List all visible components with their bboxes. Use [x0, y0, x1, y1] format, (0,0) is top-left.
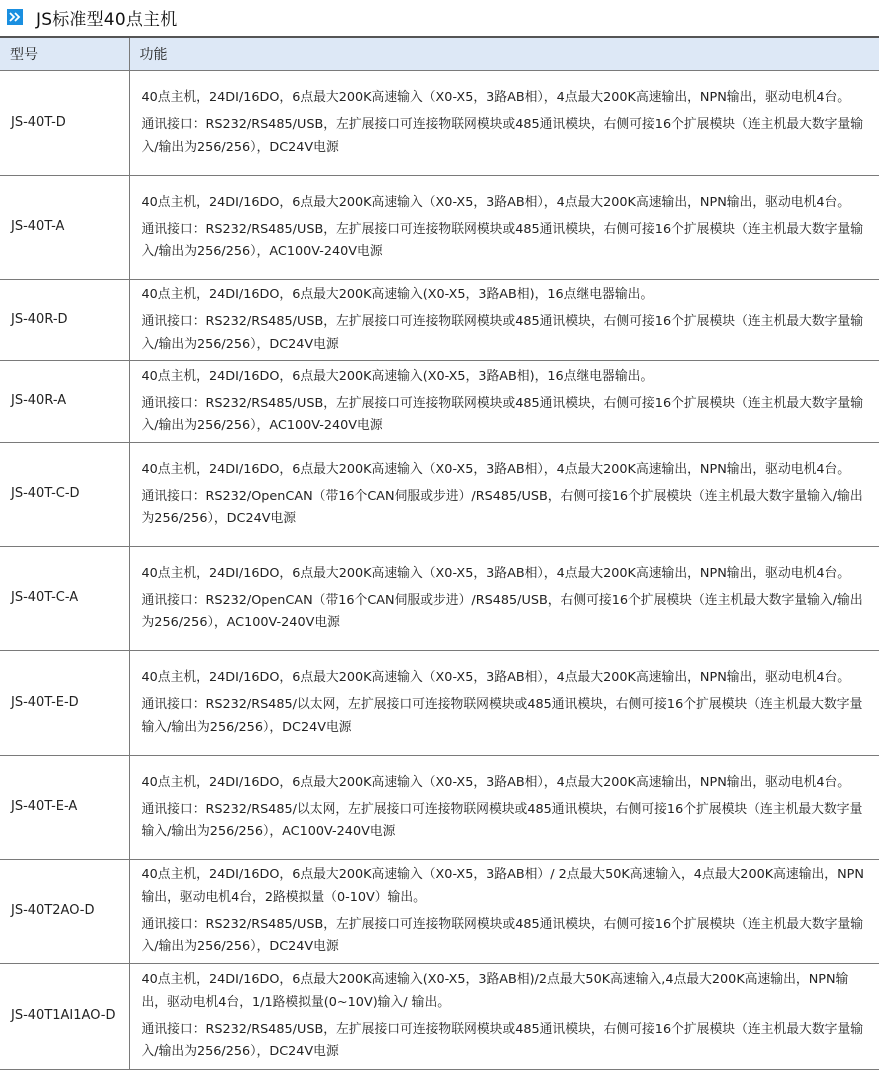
model-cell: JS-40R-A: [0, 361, 129, 443]
function-spec-line: 40点主机，24DI/16DO，6点最大200K高速输入(X0-X5，3路AB相)/2点最大50K高速输入,4点最大200K高速输出，NPN输出，驱动电机4台，1/1路模拟量(0~10V)输入/ 输出。: [141, 972, 849, 1010]
function-spec-line: 40点主机，24DI/16DO，6点最大200K高速输入（X0-X5，3路AB相），4点最大200K高速输出，NPN输出，驱动电机4台。: [141, 565, 851, 581]
function-comm-line: 通讯接口：RS232/RS485/USB，左扩展接口可连接物联网模块或485通讯模块，右侧可接16个扩展模块（连主机最大数字量输入/输出为256/256），DC24V电源: [141, 1022, 864, 1060]
function-spec-line: 40点主机，24DI/16DO，6点最大200K高速输入（X0-X5，3路AB相），4点最大200K高速输出，NPN输出，驱动电机4台。: [141, 670, 851, 686]
function-comm-line: 通讯接口：RS232/RS485/USB，左扩展接口可连接物联网模块或485通讯模块，右侧可接16个扩展模块（连主机最大数字量输入/输出为256/256），AC100V-240V电源: [141, 221, 864, 260]
function-cell: [129, 547, 879, 651]
function-cell: [129, 280, 879, 361]
table-header-row: [0, 37, 879, 71]
model-cell: JS-40T-E-A: [0, 756, 129, 860]
table-row: [0, 361, 879, 443]
function-cell: [129, 651, 879, 756]
function-comm-line: 通讯接口：RS232/RS485/USB，左扩展接口可连接物联网模块或485通讯模块，右侧可接16个扩展模块（连主机最大数字量输入/输出为256/256），DC24V电源: [141, 117, 864, 155]
function-cell: [129, 443, 879, 547]
function-spec-line: 40点主机，24DI/16DO，6点最大200K高速输入(X0-X5，3路AB相)，16点继电器输出。: [141, 287, 654, 303]
function-cell: [129, 756, 879, 860]
function-spec-line: 40点主机，24DI/16DO，6点最大200K高速输入（X0-X5，3路AB相）/ 2点最大50K高速输入，4点最大200K高速输出，NPN输出，驱动电机4台，2路模拟量（0-10V）输出。: [141, 867, 864, 905]
function-comm-line: 通讯接口：RS232/OpenCAN（带16个CAN伺服或步进）/RS485/USB，右侧可接16个扩展模块（连主机最大数字量输入/输出为256/256），DC24V电源: [141, 488, 863, 527]
function-comm-line: 通讯接口：RS232/RS485/以太网，左扩展接口可连接物联网模块或485通讯模块，右侧可接16个扩展模块（连主机最大数字量输入/输出为256/256），DC24V电源: [141, 697, 863, 735]
model-cell: JS-40T-D: [0, 71, 129, 176]
function-spec-line: 40点主机，24DI/16DO，6点最大200K高速输入（X0-X5，3路AB相），4点最大200K高速输出，NPN输出，驱动电机4台。: [141, 90, 851, 106]
function-comm-line: 通讯接口：RS232/RS485/USB，左扩展接口可连接物联网模块或485通讯模块，右侧可接16个扩展模块（连主机最大数字量输入/输出为256/256），DC24V电源: [141, 314, 864, 352]
function-comm-line: 通讯接口：RS232/RS485/USB，左扩展接口可连接物联网模块或485通讯模块，右侧可接16个扩展模块（连主机最大数字量输入/输出为256/256），AC100V-240V电源: [141, 395, 864, 434]
model-cell: JS-40T1AI1AO-D: [0, 964, 129, 1070]
function-spec-line: 40点主机，24DI/16DO，6点最大200K高速输入(X0-X5，3路AB相)，16点继电器输出。: [141, 368, 654, 384]
table-row: [0, 176, 879, 280]
function-comm-line: 通讯接口：RS232/OpenCAN（带16个CAN伺服或步进）/RS485/USB，右侧可接16个扩展模块（连主机最大数字量输入/输出为256/256），AC100V-240V电源: [141, 592, 863, 631]
model-cell: JS-40T-E-D: [0, 651, 129, 756]
table-row: [0, 756, 879, 860]
function-cell: [129, 860, 879, 964]
section-title-bar: [0, 0, 882, 34]
function-cell: [129, 361, 879, 443]
model-cell: JS-40T2AO-D: [0, 860, 129, 964]
function-cell: [129, 71, 879, 176]
model-cell: JS-40T-C-D: [0, 443, 129, 547]
function-spec-line: 40点主机，24DI/16DO，6点最大200K高速输入（X0-X5，3路AB相），4点最大200K高速输出，NPN输出，驱动电机4台。: [141, 194, 851, 210]
function-cell: [129, 176, 879, 280]
model-cell: JS-40R-D: [0, 280, 129, 361]
page-title: JS标准型40点主机: [36, 9, 178, 30]
column-header-model: 型号: [0, 37, 129, 71]
table-row: [0, 860, 879, 964]
product-spec-table: [0, 36, 879, 1070]
function-spec-line: 40点主机，24DI/16DO，6点最大200K高速输入（X0-X5，3路AB相），4点最大200K高速输出，NPN输出，驱动电机4台。: [141, 461, 851, 477]
table-row: [0, 280, 879, 361]
double-chevron-right-icon: [7, 9, 23, 25]
table-row: [0, 964, 879, 1070]
function-spec-line: 40点主机，24DI/16DO，6点最大200K高速输入（X0-X5，3路AB相），4点最大200K高速输出，NPN输出，驱动电机4台。: [141, 774, 851, 790]
function-comm-line: 通讯接口：RS232/RS485/USB，左扩展接口可连接物联网模块或485通讯模块，右侧可接16个扩展模块（连主机最大数字量输入/输出为256/256），DC24V电源: [141, 917, 864, 955]
function-cell: [129, 964, 879, 1070]
model-cell: JS-40T-A: [0, 176, 129, 280]
model-cell: JS-40T-C-A: [0, 547, 129, 651]
column-header-function: 功能: [129, 37, 879, 71]
function-comm-line: 通讯接口：RS232/RS485/以太网，左扩展接口可连接物联网模块或485通讯模块，右侧可接16个扩展模块（连主机最大数字量输入/输出为256/256），AC100V-240V电源: [141, 801, 863, 840]
table-row: [0, 443, 879, 547]
table-row: [0, 71, 879, 176]
table-row: [0, 651, 879, 756]
table-row: [0, 547, 879, 651]
